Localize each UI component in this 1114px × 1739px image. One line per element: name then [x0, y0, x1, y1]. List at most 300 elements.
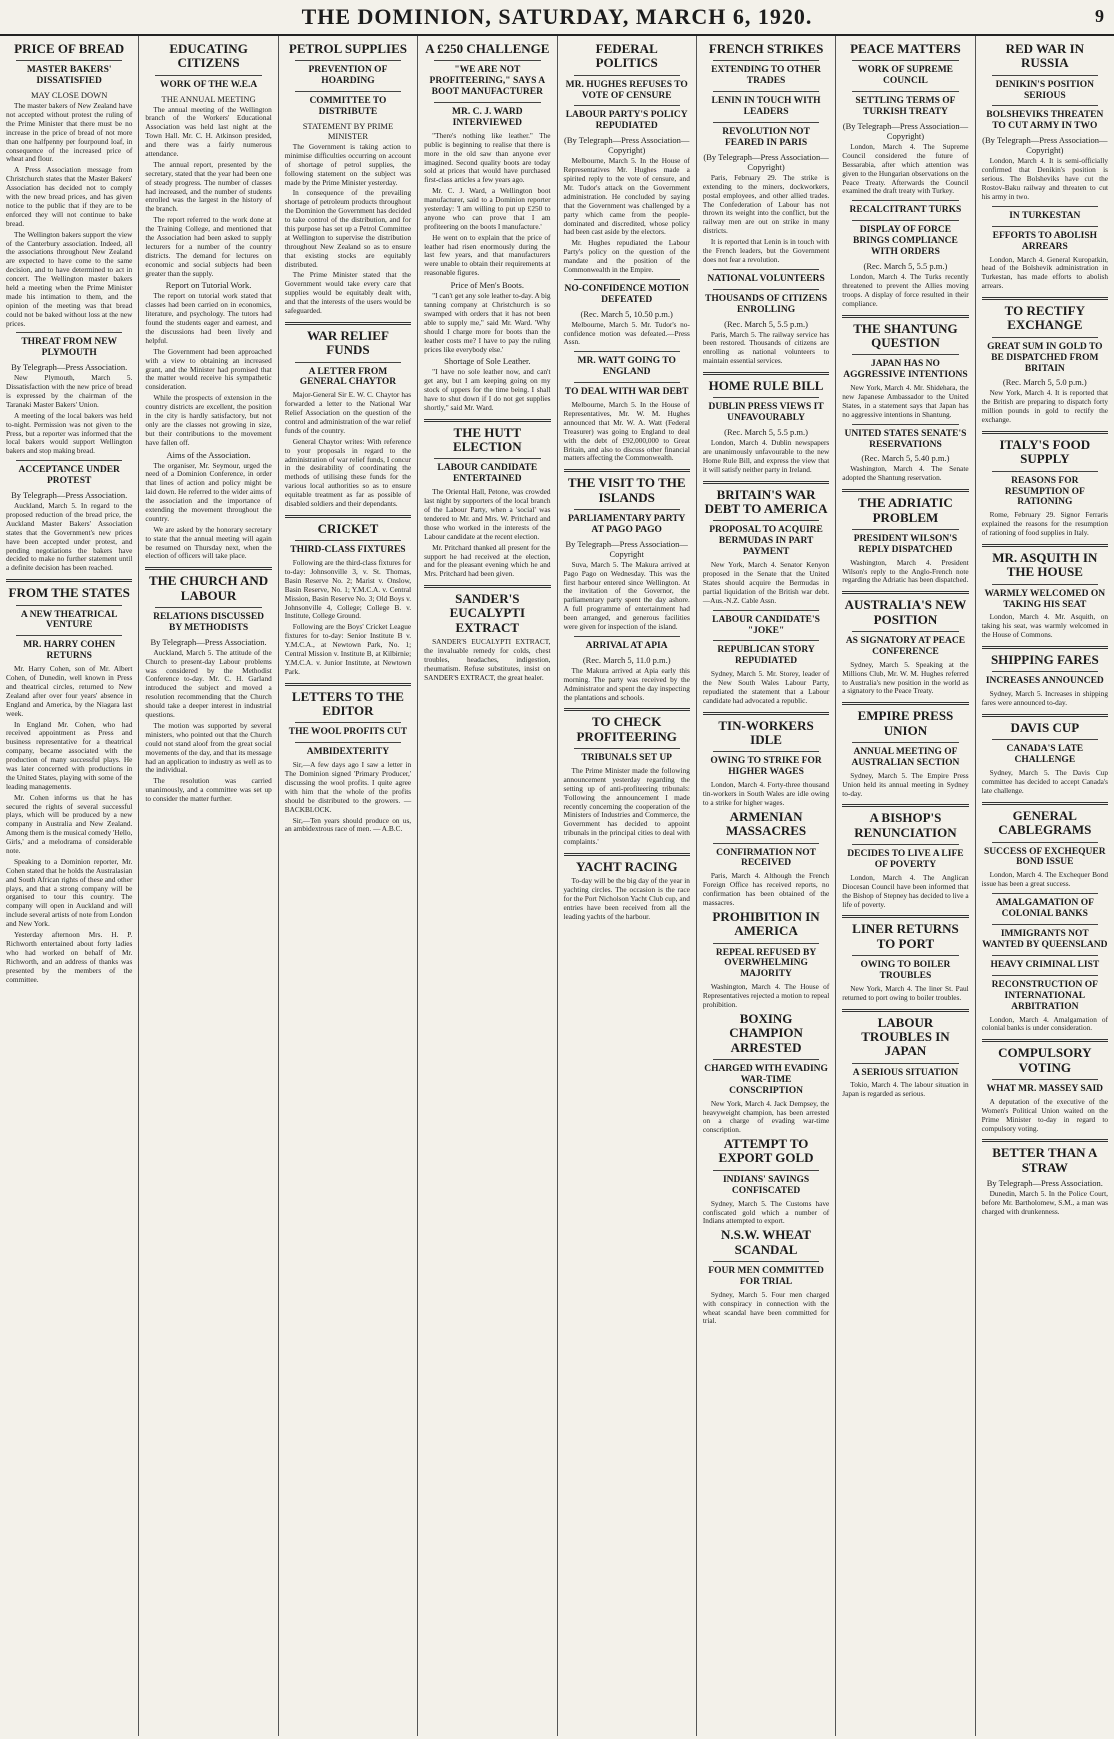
article-paragraph: Dunedin, March 5. In the Police Court, before Mr. Bartholomew, S.M., a man was charged with drunkenness. [981, 1188, 1108, 1216]
article-subheadline: A SERIOUS SITUATION [852, 1067, 959, 1078]
article-headline: THE ADRIATIC PROBLEM [858, 495, 953, 525]
article-divider [285, 515, 411, 518]
article-headline: COMPULSORY VOTING [998, 1045, 1092, 1075]
headline-rule [155, 75, 261, 76]
headline-rule [574, 636, 680, 637]
article [842, 315, 968, 420]
article-subheadline: LABOUR CANDIDATE ENTERTAINED [437, 463, 538, 485]
headline-rule [574, 279, 680, 280]
article-dateline: By Telegraph—Press Association. [986, 1177, 1103, 1188]
article [424, 42, 550, 278]
article-paragraph: Mr. Pritchard thanked all present for the support he had received at the election, and for the pleasant evening which he and Mrs. Pritchard had been given. [424, 542, 551, 579]
article-headline: PETROL SUPPLIES [288, 41, 407, 56]
article-headline: FEDERAL POLITICS [595, 41, 658, 71]
article-subheadline: LABOUR PARTY'S POLICY REPUDIATED [565, 110, 688, 132]
article-subheadline: TO DEAL WITH WAR DEBT [564, 387, 689, 398]
headline-rule [434, 60, 540, 61]
article-subheadline: NO-CONFIDENCE MOTION DEFEATED [564, 283, 689, 305]
article-headline: AUSTRALIA'S NEW POSITION [844, 597, 967, 627]
headline-rule [852, 742, 958, 743]
article-paragraph: SANDER'S EUCALYPTI EXTRACT, the invaluable remedy for colds, chest troubles, headaches, indigestion, rheumatism. Refuse substitutes, insist on SANDER'S EXTRACT, the great healer. [424, 637, 551, 682]
article-subheadline: MR. HUGHES REFUSES TO VOTE OF CENSURE [565, 79, 688, 101]
article-paragraph: Sir,—A few days ago I saw a letter in The Dominion signed 'Primary Producer,' discussing the wool profits. I quite agree with him that the whole of the profits should be distributed to the growers. — BACKBLOCK. [284, 760, 412, 814]
article-subheadline: LABOUR CANDIDATE'S "JOKE" [712, 614, 820, 636]
article-headline: PEACE MATTERS [850, 41, 961, 56]
article-subheadline: INCREASES ANNOUNCED [985, 676, 1104, 687]
article-dateline: (By Telegraph—Press Association—Copyright) [564, 135, 690, 156]
article-paragraph: Washington, March 4. President Wilson's reply to the Anglo-French note regarding the Adriatic has been dispatched. [842, 557, 969, 585]
article-divider [285, 322, 411, 325]
article-paragraph: Following are the Boys' Cricket League fixtures for to-day: Senior Institute B v. Y.M.C.A., at Newtown Park, No. 1; Central Mission v. Institute B, at Kilbirnie; Y.M.C.A. v. Junior Institute, at Newtown Park. [284, 622, 412, 676]
article-paragraph: The organiser, Mr. Seymour, urged the need of a Dominion Conference, in order that lines of action and policy might be laid down. He referred to the wider aims of the association and the importance of extending the movement throughout the country. [145, 460, 272, 523]
article-divider [982, 646, 1108, 649]
article-divider [145, 567, 271, 570]
article-paragraph: London, March 4. General Kuropatkin, head of the Bolshevik administration in Turkestan, has made efforts to abolish arrears. [981, 254, 1108, 291]
article-subheadline: SETTLING TERMS OF TURKISH TREATY [855, 96, 956, 118]
headline-rule [574, 351, 680, 352]
article-subheadline: THE WOOL PROFITS CUT [288, 727, 408, 738]
article-paragraph: Following are the third-class fixtures for to-day: Johnsonville 3, v. St. Thomas, Basin Reserve No. 2; Marist v. Onslow, Basin Reserve, No. 1; Y.M.C.A. v. Central Mission, Basin Reserve No. 3; Old Boys v. Johnsonville 4, College; College B. v. Institute, College Ground. [284, 558, 412, 621]
article-paragraph: "I can't get any sole leather to-day. A big tanning company at Christchurch is so swamped with orders that it has not been able to supply me," said Mr. Ward. 'Why should I charge more for boots than the leather costs me? I have to pay the ruling prices like everybody else.' [424, 291, 551, 354]
article-paragraph: London, March 4. Dublin newspapers are unanimously unfavourable to the new Home Rule Bill, and express the view that it will satisfy neither party in Ireland. [702, 438, 830, 474]
headline-rule [713, 640, 819, 641]
headline-rule [992, 226, 1098, 227]
article-dateline: Price of Men's Boots. [450, 280, 524, 291]
article [564, 469, 690, 632]
article-paragraph: "I have no sole leather now, and can't get any, but I am keeping going on my stock of uppers for the time being. I shall have to shut down if I do not get supplies shortly," said Mr. Ward. [424, 367, 551, 412]
article [842, 804, 968, 909]
article-divider [703, 481, 829, 484]
headline-rule [992, 893, 1098, 894]
article-subheadline: DENIKIN'S POSITION SERIOUS [995, 79, 1095, 101]
headline-rule [295, 742, 401, 743]
article [842, 702, 968, 798]
article-subheadline: FOUR MEN COMMITTED FOR TRIAL [708, 1265, 824, 1287]
article [564, 853, 690, 922]
article-paragraph: The Government is taking action to minimise difficulties occurring on account of shortage of petrol supplies, the following statement on the subject was made by the Prime Minister yesterday. [284, 141, 412, 187]
article-headline: THE CHURCH AND LABOUR [148, 573, 269, 603]
headline-rule [992, 924, 1098, 925]
newspaper-title: THE DOMINION, SATURDAY, MARCH 6, 1920. [301, 4, 813, 29]
article-headline: SANDER'S EUCALYPTI EXTRACT [449, 591, 525, 635]
article [842, 591, 968, 696]
article-paragraph: While the prospects of extension in the country districts are excellent, the position in the city is hardly satisfactory, but not only are the classes not growing in size, but their contributions to the movement have fallen off. [145, 393, 272, 447]
headline-rule [992, 206, 1098, 207]
article-paragraph: A meeting of the local bakers was held to-night. Permission was not given to the Press, but a reporter was informed that the local bakers would support Wellington bakers and stop making bread. [6, 410, 133, 456]
article-paragraph: New York, March 4. Jack Dempsey, the heavyweight champion, has been arrested on a charge of evading war-time conscription. [702, 1098, 830, 1135]
article-subheadline: UNITED STATES SENATE'S RESERVATIONS [844, 428, 967, 450]
article-paragraph: The resolution was carried unanimously, and a committee was set up to consider the matter further. [145, 776, 272, 804]
article-paragraph: Sydney, March 5. The Customs have confiscated gold which a number of Indians attempted to export. [702, 1198, 830, 1226]
article-paragraph: Mr. C. J. Ward, a Wellington boot manufacturer, said to a Dominion reporter yesterday: 'I am willing to put up £250 to anyone who can prove that I am profiteering on the boots I manufacture.' [424, 186, 551, 231]
article-dateline: STATEMENT BY PRIME MINISTER [302, 120, 394, 141]
article-paragraph: New Plymouth, March 5. Dissatisfaction with the new price of bread is expressed by the chairman of the Taranaki Master Bakers' Union. [6, 373, 133, 409]
article-headline: EDUCATING CITIZENS [169, 41, 248, 71]
headline-rule [992, 105, 1098, 106]
article-headline: BETTER THAN A STRAW [992, 1145, 1098, 1175]
article-paragraph: Paris, March 5. The railway service has been restored. Thousands of citizens are enrolling as national volunteers to maintain essential services. [702, 329, 830, 366]
article-dateline: (By Telegraph—Press Association—Copyright) [842, 120, 969, 141]
article-paragraph: The annual report, presented by the secretary, stated that the year had been one of steady progress. The number of classes had increased, and the number of students enrolled was the largest in the history of the branch. [145, 159, 272, 214]
article [982, 1139, 1108, 1216]
article [982, 1039, 1108, 1133]
article-dateline: By Telegraph—Press Association. [11, 362, 128, 373]
article-divider [842, 804, 968, 807]
article-headline: TIN-WORKERS IDLE [718, 717, 814, 748]
article-divider [564, 708, 690, 711]
article [145, 42, 271, 278]
article-subheadline: MR. C. J. WARD INTERVIEWED [452, 107, 523, 128]
article [982, 646, 1108, 708]
headline-rule [992, 975, 1098, 976]
article-subheadline: WHAT MR. MASSEY SAID [986, 1083, 1104, 1094]
article-headline: YACHT RACING [575, 858, 678, 874]
column-7 [836, 36, 975, 1736]
article [982, 802, 1108, 889]
headline-rule [16, 635, 122, 636]
article-subheadline: TRIBUNALS SET UP [581, 753, 672, 764]
article-paragraph: Mr. Harry Cohen, son of Mr. Albert Cohen, of Dunedin, well known in Press and theatrical circles, returned to New Zealand after over four years' absence in England and America, by the Niagara last week. [6, 664, 133, 718]
headline-rule [713, 397, 819, 398]
article-paragraph: A Press Association message from Christchurch states that the Master Bakers' Association has decided not to comply with the new bread prices, and has given notice to the public that if they are to be enforced they will not continue to bake bread. [6, 165, 133, 228]
article [982, 206, 1108, 291]
article-subheadline: EXTENDING TO OTHER TRADES [711, 65, 822, 87]
article-divider [564, 853, 690, 856]
article-divider [982, 297, 1108, 300]
article-headline: DAVIS CUP [1010, 720, 1080, 736]
article-subheadline: WORK OF SUPREME COUNCIL [857, 65, 954, 87]
article-headline: EMPIRE PRESS UNION [857, 708, 954, 738]
article [703, 481, 829, 606]
article [145, 567, 271, 804]
page-number: 9 [1095, 6, 1104, 26]
article-subheadline: GREAT SUM IN GOLD TO BE DISPATCHED FROM BRITAIN [987, 341, 1103, 374]
article-subheadline: MR. HARRY COHEN RETURNS [23, 640, 116, 662]
article-subheadline: A LETTER FROM GENERAL CHAYTOR [299, 366, 397, 388]
article [982, 714, 1108, 796]
article-paragraph: To-day will be the big day of the year in yachting circles. The occasion is the race for the Port Nicholson Yacht Club cup, and entries have been received from all the leading yachts of the harbour. [563, 876, 690, 921]
article-dateline: (Rec. March 5, 5.5 p.m.) [724, 318, 808, 329]
article-paragraph: Paris, February 29. The strike is extending to the miners, dockworkers, postal employees, and other allied trades. The Confederation of Labour has not thrown its weight into the conflict, but the railway men are out on strike in many districts. [702, 172, 830, 236]
headline-rule [852, 844, 958, 845]
article-divider [982, 714, 1108, 717]
headline-rule [155, 607, 261, 608]
article-divider [982, 802, 1108, 805]
article [6, 460, 132, 573]
article-subheadline: WORK OF THE W.E.A [159, 79, 258, 90]
article-paragraph: The Oriental Hall, Petone, was crowded last night by supporters of the local branch of the Labour Party, when a 'social' was tendered to Mr. and Mrs. W. Pritchard and those who worked in the interests of the Labour candidate at the recent election. [424, 487, 551, 541]
article-paragraph: Sydney, March 5. Mr. Storey, leader of the New South Wales Labour Party, repudiated the statement that a Labour candidate had advocated a republic. [702, 669, 830, 705]
article-paragraph: London, March 4. It is semi-officially confirmed that Denikin's position is serious. The Bolsheviks have cut the Rostov-Baku railway and threaten to cut his army in two. [981, 156, 1108, 201]
article-headline: A BISHOP'S RENUNCIATION [854, 810, 957, 840]
article [6, 332, 132, 456]
article-paragraph: Auckland, March 5. In regard to the proposed reduction of the bread price, the Auckland Master Bakers' Association states that the Government's new prices have been accepted under protest, and pending negotiations the bakers have decided to make no further statement until a definite decision has been reached. [6, 501, 133, 573]
article-headline: HOME RULE BILL [708, 378, 824, 394]
article-headline: GENERAL CABLEGRAMS [998, 807, 1092, 838]
article-paragraph: Sydney, March 5. Four men charged with conspiracy in connection with the wheat scandal have been committed for trial. [702, 1289, 830, 1326]
article-paragraph: London, March 4. Forty-three thousand tin-workers in South Wales are idle owing to a strike for higher wages. [702, 780, 830, 808]
article-paragraph: A deputation of the executive of the Women's Political Union waited on the Prime Minister to-day in regard to compulsory voting. [981, 1096, 1108, 1133]
article-paragraph: Sir,—Ten years should produce on us, an ambidextrous race of men. — A.B.C. [284, 815, 412, 834]
article [703, 1137, 829, 1226]
article-divider [424, 419, 550, 422]
headline-rule [574, 748, 680, 749]
article-dateline: (Rec. March 5, 5.40 p.m.) [861, 453, 950, 464]
article [6, 42, 132, 328]
article-subheadline: REPUBLICAN STORY REPUDIATED [717, 645, 815, 667]
headline-rule [16, 460, 122, 461]
article [424, 356, 550, 412]
article-subheadline: BOLSHEVIKS THREATEN TO CUT ARMY IN TWO [986, 110, 1104, 132]
article-paragraph: We are asked by the honorary secretary to state that the annual meeting will again be resumed on Thursday next, when the election of officers will take place. [145, 524, 272, 561]
article-paragraph: London, March 4. The Exchequer Bond issue has been a great success. [981, 870, 1108, 889]
article [982, 42, 1108, 202]
article-paragraph: The Makura arrived at Apia early this morning. The party was received by the Administrator and spent the day inspecting the plantations and schools. [563, 665, 690, 702]
article-paragraph: London, March 4. Amalgamation of colonial banks is under consideration. [981, 1014, 1108, 1033]
article [285, 515, 411, 677]
article-headline: RED WAR IN RUSSIA [1005, 41, 1085, 71]
article-dateline: Aims of the Association. [166, 449, 251, 460]
column-3 [279, 36, 418, 1736]
article-divider [842, 1009, 968, 1012]
article-dateline: (Rec. March 5, 5.0 p.m.) [1002, 377, 1087, 388]
headline-rule [852, 354, 958, 355]
article-subheadline: LENIN IN TOUCH WITH LEADERS [711, 96, 821, 118]
article-subheadline: RECONSTRUCTION OF INTERNATIONAL ARBITRATION [991, 979, 1098, 1012]
article-divider [6, 579, 132, 582]
article-dateline: By Telegraph—Press Association—Copyright [565, 538, 688, 559]
article-headline: WAR RELIEF FUNDS [306, 327, 389, 358]
article-paragraph: The master bakers of New Zealand have not accepted without protest the ruling of the Prime Minister that there must be no increase in the price of bread of not more than one halfpenny per fourpound loaf, in consequence of the increased price of wheat and flour. [6, 101, 133, 164]
headline-rule [852, 200, 958, 201]
article-paragraph: Melbourne, March 5. In the House of Representatives Mr. Hughes made a spirited reply to the vote of censure, and Mr. Tudor's attack on the Government administration. He concluded by saying that the Government was challenged by a party which came from the people-dominated and discredited, whose policy had been cast aside by the electors. [563, 156, 690, 237]
article [703, 610, 829, 706]
headline-rule [713, 60, 819, 61]
article-subheadline: ANNUAL MEETING OF AUSTRALIAN SECTION [851, 746, 960, 768]
headline-rule [16, 332, 122, 333]
article-headline: THE VISIT TO THE ISLANDS [567, 475, 686, 505]
article [424, 280, 550, 354]
article-paragraph: Auckland, March 5. The attitude of the Church to present-day Labour problems was considered by the Methodist Conference to-day. Mr. C. H. Garland introduced the subject and moved a resolution recommending that the Church should take a deeper interest in industrial questions. [145, 647, 272, 720]
article-dateline: (By Telegraph—Press Association—Copyright) [703, 151, 829, 172]
article-subheadline: ACCEPTANCE UNDER PROTEST [18, 465, 120, 487]
headline-rule [713, 520, 819, 521]
article-paragraph: "There's nothing like leather." The public is beginning to realise that there is more in the old saw than anyone ever imagined. Second quality boots are today sold at prices that would have purchased first-class articles a few years ago. [424, 130, 551, 185]
article-headline: LINER RETURNS TO PORT [852, 921, 959, 951]
article [982, 893, 1108, 1033]
article-paragraph: The annual meeting of the Wellington branch of the Workers' Educational Association was held last night at the Town Hall. Mr. C. H. Atkinson presided, and there was a fairly numerous attendance. [145, 104, 272, 158]
article-subheadline: PARLIAMENTARY PARTY AT PAGO PAGO [567, 513, 686, 535]
article-paragraph: The Prime Minister made the following announcement yesterday regarding the setting up of anti-profiteering tribunals: 'Following the announcement I made recently concerning the cooperation of the Ministers of Industries and Commerce, the Government has decided to appoint tribunals in the principal cities to deal with complaints.' [563, 765, 690, 847]
article [564, 708, 690, 847]
article-subheadline: RELATIONS DISCUSSED BY METHODISTS [153, 611, 265, 633]
headline-rule [713, 1170, 819, 1171]
article-subheadline: REPEAL REFUSED BY OVERWHELMING MAJORITY [715, 947, 817, 980]
article-divider [842, 591, 968, 594]
article-headline: ATTEMPT TO EXPORT GOLD [718, 1136, 814, 1166]
article-subheadline: THIRD-CLASS FIXTURES [290, 545, 406, 556]
article [285, 322, 411, 509]
article [564, 636, 690, 702]
article [6, 579, 132, 984]
headline-rule [574, 105, 680, 106]
article-dateline: THE ANNUAL MEETING [161, 93, 256, 104]
article-paragraph: Washington, March 4. The Senate adopted the Shantung reservation. [842, 464, 969, 483]
headline-rule [295, 540, 401, 541]
article-paragraph: New York, March 4. It is reported that the British are preparing to dispatch forty million pounds in gold to rectify the exchange. [981, 388, 1108, 425]
masthead [0, 0, 1114, 36]
article-headline: ARMENIAN MASSACRES [725, 808, 807, 839]
article [285, 683, 411, 835]
article [703, 372, 829, 475]
article-dateline: Shortage of Sole Leather. [444, 356, 531, 367]
article-subheadline: AMBIDEXTERITY [306, 747, 390, 758]
article [564, 351, 690, 463]
article-paragraph: Mr. Cohen informs us that he has secured the rights of several successful plays, which will be produced by a new company in Australia and New Zealand. Among them is the musical comedy 'Hello, Girls,' and a melodrama of considerable note. [6, 792, 133, 856]
headline-rule [992, 584, 1098, 585]
article [564, 42, 690, 275]
article-subheadline: PREVENTION OF HOARDING [308, 65, 388, 87]
article-headline: PRICE OF BREAD [14, 41, 125, 56]
article-subheadline: DISPLAY OF FORCE BRINGS COMPLIANCE WITH ORDERS [853, 225, 958, 258]
headline-rule [713, 843, 819, 844]
column-1 [0, 36, 139, 1736]
column-5 [558, 36, 697, 1736]
article-subheadline: PRESIDENT WILSON'S REPLY DISPATCHED [853, 533, 958, 555]
article [564, 279, 690, 348]
article-subheadline: IN TURKESTAN [1009, 210, 1081, 221]
article-paragraph: Speaking to a Dominion reporter, Mr. Cohen stated that he holds the Australasian and South African rights of these and other plays, and that a strong company will be organised to tour this country. The company will open in Auckland and will include several artists of note from London and New York. [6, 856, 133, 929]
headline-rule [574, 509, 680, 510]
article [842, 1009, 968, 1100]
article-headline: BOXING CHAMPION ARRESTED [729, 1010, 803, 1055]
article-paragraph: New York, March 4. Senator Kenyon proposed in the Senate that the United States should acquire the Bermudas in partial liquidation of the British war debt.—Aus.-N.Z. Cable Assn. [702, 560, 830, 605]
article-paragraph: London, March 4. The Turks recently threatened to prevent the Allies moving troops. A display of force resulted in their compliance. [842, 272, 969, 308]
article-headline: THE SHANTUNG QUESTION [853, 320, 958, 350]
article-subheadline: CONFIRMATION NOT RECEIVED [716, 847, 816, 869]
article-subheadline: HEAVY CRIMINAL LIST [990, 959, 1100, 970]
article [285, 42, 411, 316]
article-headline: FRENCH STRIKES [708, 41, 824, 56]
article-paragraph: London, March 4. The Supreme Council considered the future of Bessarabia, after which attention was given to the Hungarian observations on the Peace Treaty. Afterwards the Council examined the draft treaty with Turkey. [842, 141, 969, 196]
headline-rule [713, 269, 819, 270]
article-paragraph: Rome, February 29. Signor Ferraris explained the reasons for the resumption of rationing of food supplies in Italy. [981, 510, 1108, 538]
article-paragraph: It is reported that Lenin is in touch with the French leaders, but the Government does not fear a revolution. [702, 237, 830, 264]
article-paragraph: Mr. Hughes repudiated the Labour Party's policy on the question of the mandate and the position of the Commonwealth in the Empire. [563, 238, 690, 274]
article-divider [564, 469, 690, 472]
article-paragraph: Sydney, March 5. Speaking at the Millions Club, Mr. W. M. Hughes referred to Australia's new position in the world as a signatory to the Peace Treaty. [842, 659, 969, 696]
headline-rule [16, 605, 122, 606]
article-paragraph: Washington, March 4. The House of Representatives rejected a motion to repeal prohibition. [702, 982, 830, 1010]
article-dateline: (Rec. March 5, 5.5 p.m.) [724, 427, 808, 438]
headline-rule [992, 337, 1098, 338]
article-paragraph: Sydney, March 5. The Empire Press Union held its annual meeting in Sydney to-day. [842, 770, 969, 798]
headline-rule [992, 75, 1098, 76]
headline-rule [992, 739, 1098, 740]
article-paragraph: Paris, March 4. Although the French Foreign Office has received reports, no confirmation has been obtained of the massacres. [702, 871, 830, 908]
headline-rule [852, 220, 958, 221]
article-headline: BRITAIN'S WAR DEBT TO AMERICA [704, 486, 828, 517]
article-divider [982, 544, 1108, 547]
article [145, 280, 271, 447]
article-subheadline: IMMIGRANTS NOT WANTED BY QUEENSLAND [982, 929, 1108, 950]
article-dateline: (By Telegraph—Press Association—Copyright) [982, 135, 1108, 156]
headline-rule [295, 60, 401, 61]
article-paragraph: Suva, March 5. The Makura arrived at Pago Pago on Wednesday. This was the first harbour entered since Wellington. At the invitation of the Governor, the parliamentary party spent the day ashore. A full programme of entertainment had been arranged, and generous facilities were given for inspection of the island. [563, 559, 690, 632]
article-headline: LETTERS TO THE EDITOR [291, 688, 404, 719]
article-paragraph: In England Mr. Cohen, who had received appointment as Press and business representative for a theatrical company, became associated with the production of many successful plays. He was later concerned with productions in the United States, playing with some of the leading managements. [6, 719, 133, 791]
article-headline: CRICKET [317, 520, 379, 536]
article [982, 431, 1108, 538]
article-headline: A £250 CHALLENGE [425, 41, 550, 56]
article-headline: FROM THE STATES [8, 585, 130, 601]
article-subheadline: ARRIVAL AT APIA [585, 640, 668, 651]
headline-rule [434, 458, 540, 459]
article-subheadline: DUBLIN PRESS VIEWS IT UNFAVOURABLY [708, 402, 824, 424]
article-headline: MR. ASQUITH IN THE HOUSE [992, 550, 1098, 580]
article-subheadline: RECALCITRANT TURKS [849, 205, 962, 216]
article [842, 200, 968, 308]
article-dateline: (Rec. March 5, 5.5 p.m.) [863, 261, 948, 272]
article-subheadline: JAPAN HAS NO AGGRESSIVE INTENTIONS [843, 359, 968, 381]
headline-rule [16, 60, 122, 61]
article-subheadline: AS SIGNATORY AT PEACE CONFERENCE [845, 635, 966, 657]
headline-rule [713, 943, 819, 944]
headline-rule [713, 610, 819, 611]
article-paragraph: New York, March 4. The liner St. Paul returned to port owing to boiler troubles. [842, 983, 969, 1002]
headline-rule [434, 102, 540, 103]
article [842, 915, 968, 1002]
article [424, 585, 550, 682]
article-dateline: By Telegraph—Press Association. [11, 490, 128, 501]
article-headline: LABOUR TROUBLES IN JAPAN [861, 1014, 950, 1059]
headline-rule [295, 722, 401, 723]
article-subheadline: A NEW THEATRICAL VENTURE [20, 609, 118, 631]
headline-rule [992, 471, 1098, 472]
article-subheadline: WARMLY WELCOMED ON TAKING HIS SEAT [984, 588, 1106, 610]
article-subheadline: MASTER BAKERS' DISSATISFIED [26, 65, 112, 87]
column-8 [976, 36, 1114, 1736]
article-paragraph: Tokio, March 4. The labour situation in Japan is regarded as serious. [842, 1080, 969, 1099]
article-subheadline: SUCCESS OF EXCHEQUER BOND ISSUE [984, 846, 1106, 868]
columns [0, 36, 1114, 1736]
article-dateline: (Rec. March 5, 11.0 p.m.) [582, 654, 671, 665]
article-divider [703, 372, 829, 375]
article-paragraph: General Chaytor writes: With reference to your proposals in regard to the administration of war relief funds, I concur in the desirability of coordinating the methods of utilising these funds for the various local authorities so as to ensure equitable treatment as far as possible of disabled soldiers and their dependants. [284, 436, 412, 509]
article-subheadline: OWING TO STRIKE FOR HIGHER WAGES [710, 756, 822, 778]
article-divider [842, 702, 968, 705]
headline-rule [295, 91, 401, 92]
article-paragraph: Sydney, March 5. Increases in shipping fares were announced to-day. [981, 689, 1108, 708]
article-subheadline: OWING TO BOILER TROUBLES [860, 960, 951, 981]
headline-rule [852, 529, 958, 530]
article-divider [982, 431, 1108, 434]
headline-rule [852, 60, 958, 61]
article-headline: TO CHECK PROFITEERING [576, 714, 677, 744]
article-subheadline: AMALGAMATION OF COLONIAL BANKS [995, 898, 1094, 920]
article [703, 910, 829, 1010]
article-paragraph: The Wellington bakers support the view of the Canterbury association. Indeed, all the associations throughout New Zealand are expected to have come to the same decision, and to have determined to act in concert. The Wellington master bakers held a meeting when the Prime Minister made his intimation to them, and the opinion of the meeting was that bread could not be baked without loss at the new prices. [6, 229, 133, 328]
article [145, 450, 271, 562]
article [703, 810, 829, 908]
headline-rule [852, 631, 958, 632]
article [703, 42, 829, 265]
article-headline: PROHIBITION IN AMERICA [712, 908, 820, 939]
article-paragraph: In consequence of the prevailing shortage of petroleum products throughout the Dominion the Government has decided to take control of the distribution, and for this purpose has set up a Petrol Committee at Wellington to supervise the distribution throughout New Zealand so as to ensure that existing stocks are equitably distributed. [284, 188, 412, 269]
article [703, 1012, 829, 1135]
headline-rule [852, 1063, 958, 1064]
headline-rule [852, 424, 958, 425]
